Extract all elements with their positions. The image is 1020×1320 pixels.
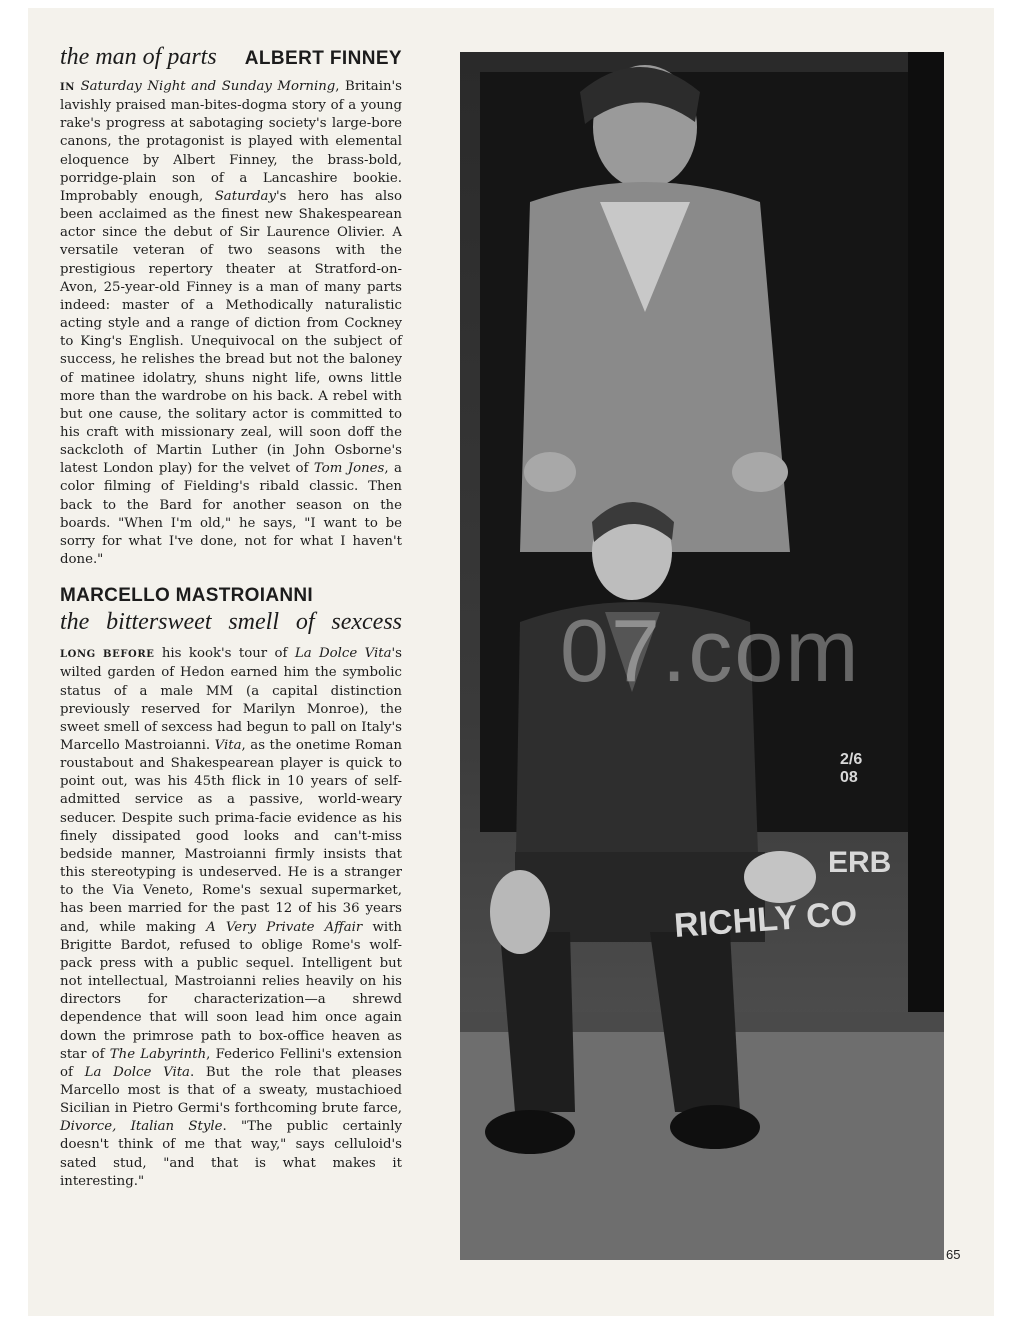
hand-right [744,851,816,903]
article-1-name: ALBERT FINNEY [244,48,402,69]
article-2-name: MARCELLO MASTROIANNI [60,585,313,607]
page-number: 65 [946,1247,961,1262]
poster-text-richly: RICHLY CO [672,894,859,945]
article-1-kicker: the man of parts [60,44,217,70]
article-2-body: LONG BEFORE his kook's tour of La Dolce Vita's wilted garden of Hedon earned him the symbolic status of a male MM (a capital distinction previously reserved for Marilyn Monroe), the sweet smell of sexcess had begun to pall on Italy's Marcello Mastroianni. Vita, as the onetime Roman roustabout and Shakespearean player is quick to point out, was his 45th flick in 10 years of self-admitted service as a passive, world-weary seducer. Despite such prima-facie evidence as his finely dissipated good looks and can't-miss bedside manner, Mastroianni firmly insists that this stereotyping is undeserved. He is a stranger to the Via Veneto, Rome's sexual supermarket, has been married for the past 12 of his 36 years and, while making A Very Private Affair with Brigitte Bardot, refused to oblige Rome's wolf-pack press with a public sequel. Intelligent but not intellectual, Mastroianni relies heavily on his directors for characterization—a shrewd dependence that will soon lead him once again down the primrose path to box-office heaven as star of The Labyrinth, Federico Fellini's extension of La Dolce Vita. But the role that pleases Marcello most is that of a sweaty, mustachioed Sicilian in Pietro Germi's forthcoming brute farce, Divorce, Italian Style. "The public certainly doesn't think of me that way," says celluloid's sated stud, "and that is what makes it interesting." [60,646,403,1189]
hand-left [490,870,550,954]
poster-text-erb: ERB [828,846,892,879]
poster-text-08: 08 [840,769,858,786]
watermark: 07.com [560,601,861,700]
shoe-right [670,1105,760,1149]
article-1-body: IN Saturday Night and Sunday Morning, Britain's lavishly praised man-bites-dogma story of a young rake's progress at sabotaging society's large-bore canons, the protagonist is played with elemental eloquence by Albert Finney, the brass-bold, porridge-plain son of a Lancashire bookie. Improbably enough, Saturday's hero has also been acclaimed as the finest new Shakespearean actor since the debut of Sir Laurence Olivier. A versatile veteran of two seasons with the prestigious repertory theater at Stratford-on-Avon, 25-year-old Finney is a man of many parts indeed: master of a Methodically naturalistic acting style and a range of diction from Cockney to King's English. Unequivocal on the subject of success, he relishes the bread but not the baloney of matinee idolatry, shuns night life, owns little more than the wardrobe on his back. A rebel with but one cause, the solitary actor is committed to his craft with missionary zeal, will soon doff the sackcloth of Martin Luther (in John Osborne's latest London play) for the velvet of Tom Jones, a color filming of Fielding's ribald classic. Then back to the Bard for another season on the boards. "When I'm old," he says, "I want to be sorry for what I've done, not for what I haven't done." [60,79,402,568]
article-1-heading [60,44,402,78]
text-column [60,44,402,1191]
poster-text-price: 2/6 [840,751,863,768]
shoe-left [485,1110,575,1154]
article-2-kicker: the bittersweet smell of sexcess [60,609,402,636]
